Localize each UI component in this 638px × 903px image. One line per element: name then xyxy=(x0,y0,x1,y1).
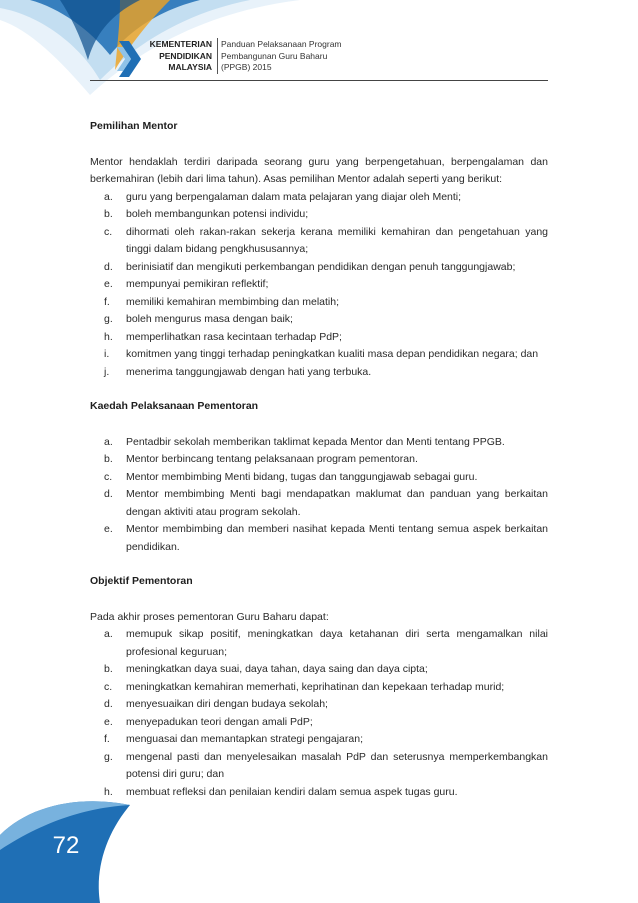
item-text: Mentor membimbing Menti bagi mendapatkan maklumat dan panduan yang berkaitan dengan aktiviti atau program sekolah. xyxy=(126,488,548,518)
item-text: komitmen yang tinggi terhadap peningkatkan kualiti masa depan pendidikan negara; dan xyxy=(126,348,539,360)
list-item xyxy=(90,731,548,749)
item-text: dihormati oleh rakan-rakan sekerja kerana memiliki kemahiran dan pengetahuan yang tinggi dalam bidang pengkhususannya; xyxy=(126,225,548,255)
item-label: g. xyxy=(104,313,113,325)
ministry-line-1: KEMENTERIAN xyxy=(149,39,212,49)
item-label: a. xyxy=(104,190,113,203)
item-text: memupuk sikap positif, meningkatkan daya ketahanan diri serta mengamalkan nilai profesional keguruan; xyxy=(126,628,548,658)
item-label: d. xyxy=(104,488,113,500)
list-objektif xyxy=(90,626,548,801)
list-item xyxy=(90,714,548,732)
list-item xyxy=(90,486,548,521)
list-item xyxy=(90,294,548,312)
item-label: b. xyxy=(104,663,113,675)
item-text: membuat refleksi dan penilaian kendiri dalam semua aspek tugas guru. xyxy=(126,785,458,798)
item-label: b. xyxy=(104,453,113,465)
item-label: d. xyxy=(104,698,113,710)
list-item xyxy=(90,451,548,469)
header-divider xyxy=(217,38,218,74)
item-text: mempunyai pemikiran reflektif; xyxy=(126,278,269,290)
list-item xyxy=(90,224,548,259)
item-text: mengenal pasti dan menyelesaikan masalah PdP dan seterusnya memperkembangkan potensi diri guru; dan xyxy=(126,750,548,780)
page-content xyxy=(90,118,548,801)
item-text: Mentor membimbing Menti bidang, tugas dan tanggungjawab sebagai guru. xyxy=(126,470,478,483)
section-intro-pemilihan: Mentor hendaklah terdiri daripada seorang guru yang berpengetahuan, berpengalaman dan berkemahiran (lebih dari lima tahun). Asas pemilihan Mentor adalah seperti yang berikut: xyxy=(90,155,548,185)
item-label: a. xyxy=(104,435,113,448)
list-item xyxy=(90,206,548,224)
list-item xyxy=(90,696,548,714)
item-label: d. xyxy=(104,260,113,273)
list-item xyxy=(90,521,548,556)
item-text: menyepadukan teori dengan amali PdP; xyxy=(126,715,313,728)
ministry-line-3: MALAYSIA xyxy=(168,62,212,72)
item-text: berinisiatif dan mengikuti perkembangan pendidikan dengan penuh tanggungjawab; xyxy=(126,260,516,273)
section-intro-objektif: Pada akhir proses pementoran Guru Baharu dapat: xyxy=(90,610,329,623)
doc-title-line-2: Pembangunan Guru Baharu xyxy=(221,50,328,61)
list-pemilihan xyxy=(90,189,548,382)
list-item xyxy=(90,364,548,382)
ministry-name xyxy=(148,39,212,74)
section-title-objektif: Objektif Pementoran xyxy=(90,575,193,587)
item-text: Mentor membimbing dan memberi nasihat kepada Menti tentang semua aspek berkaitan pendidikan. xyxy=(126,523,548,553)
item-text: memperlihatkan rasa kecintaan terhadap PdP; xyxy=(126,330,342,343)
item-text: guru yang berpengalaman dalam mata pelajaran yang diajar oleh Menti; xyxy=(126,190,462,203)
item-label: e. xyxy=(104,523,113,535)
list-item xyxy=(90,189,548,207)
document-title xyxy=(221,39,371,74)
list-item xyxy=(90,434,548,452)
list-item xyxy=(90,784,548,802)
item-text: boleh mengurus masa dengan baik; xyxy=(126,313,293,325)
item-label: e. xyxy=(104,278,113,290)
list-item xyxy=(90,329,548,347)
item-label: c. xyxy=(104,470,113,483)
item-text: Mentor berbincang tentang pelaksanaan program pementoran. xyxy=(126,453,418,465)
item-text: menyesuaikan diri dengan budaya sekolah; xyxy=(126,698,328,710)
item-label: e. xyxy=(104,715,113,728)
list-item xyxy=(90,276,548,294)
list-item xyxy=(90,259,548,277)
list-item xyxy=(90,346,548,364)
section-title-kaedah: Kaedah Pelaksanaan Pementoran xyxy=(90,400,259,412)
item-text: Pentadbir sekolah memberikan taklimat kepada Mentor dan Menti tentang PPGB. xyxy=(126,435,505,448)
list-item xyxy=(90,749,548,784)
list-item xyxy=(90,679,548,697)
item-label: c. xyxy=(104,225,113,238)
item-label: f. xyxy=(104,295,110,308)
item-label: h. xyxy=(104,330,113,343)
item-label: b. xyxy=(104,208,113,220)
doc-title-line-1: Panduan Pelaksanaan Program xyxy=(221,39,342,49)
item-text: boleh membangunkan potensi individu; xyxy=(126,208,309,220)
item-label: a. xyxy=(104,628,113,640)
item-label: j. xyxy=(104,365,110,378)
list-item xyxy=(90,469,548,487)
item-text: meningkatkan kemahiran memerhati, keprihatinan dan kepekaan terhadap murid; xyxy=(126,680,505,693)
ministry-line-2: PENDIDIKAN xyxy=(159,50,212,61)
item-label: g. xyxy=(104,750,113,763)
item-label: f. xyxy=(104,733,110,745)
header-rule xyxy=(90,80,548,81)
chevron-logo-icon xyxy=(117,39,145,79)
list-kaedah xyxy=(90,434,548,557)
list-item xyxy=(90,661,548,679)
item-text: menerima tanggungjawab dengan hati yang terbuka. xyxy=(126,365,372,378)
section-title-pemilihan: Pemilihan Mentor xyxy=(90,120,178,132)
doc-title-line-3: (PPGB) 2015 xyxy=(221,62,272,72)
item-label: c. xyxy=(104,680,113,693)
item-text: menguasai dan memantapkan strategi pengajaran; xyxy=(126,733,363,745)
item-text: meningkatkan daya suai, daya tahan, daya saing dan daya cipta; xyxy=(126,663,428,675)
item-text: memiliki kemahiran membimbing dan melatih; xyxy=(126,295,339,308)
item-label: h. xyxy=(104,785,113,798)
list-item xyxy=(90,626,548,661)
page-number: 72 xyxy=(52,832,80,859)
item-label: i. xyxy=(104,348,110,360)
list-item xyxy=(90,311,548,329)
